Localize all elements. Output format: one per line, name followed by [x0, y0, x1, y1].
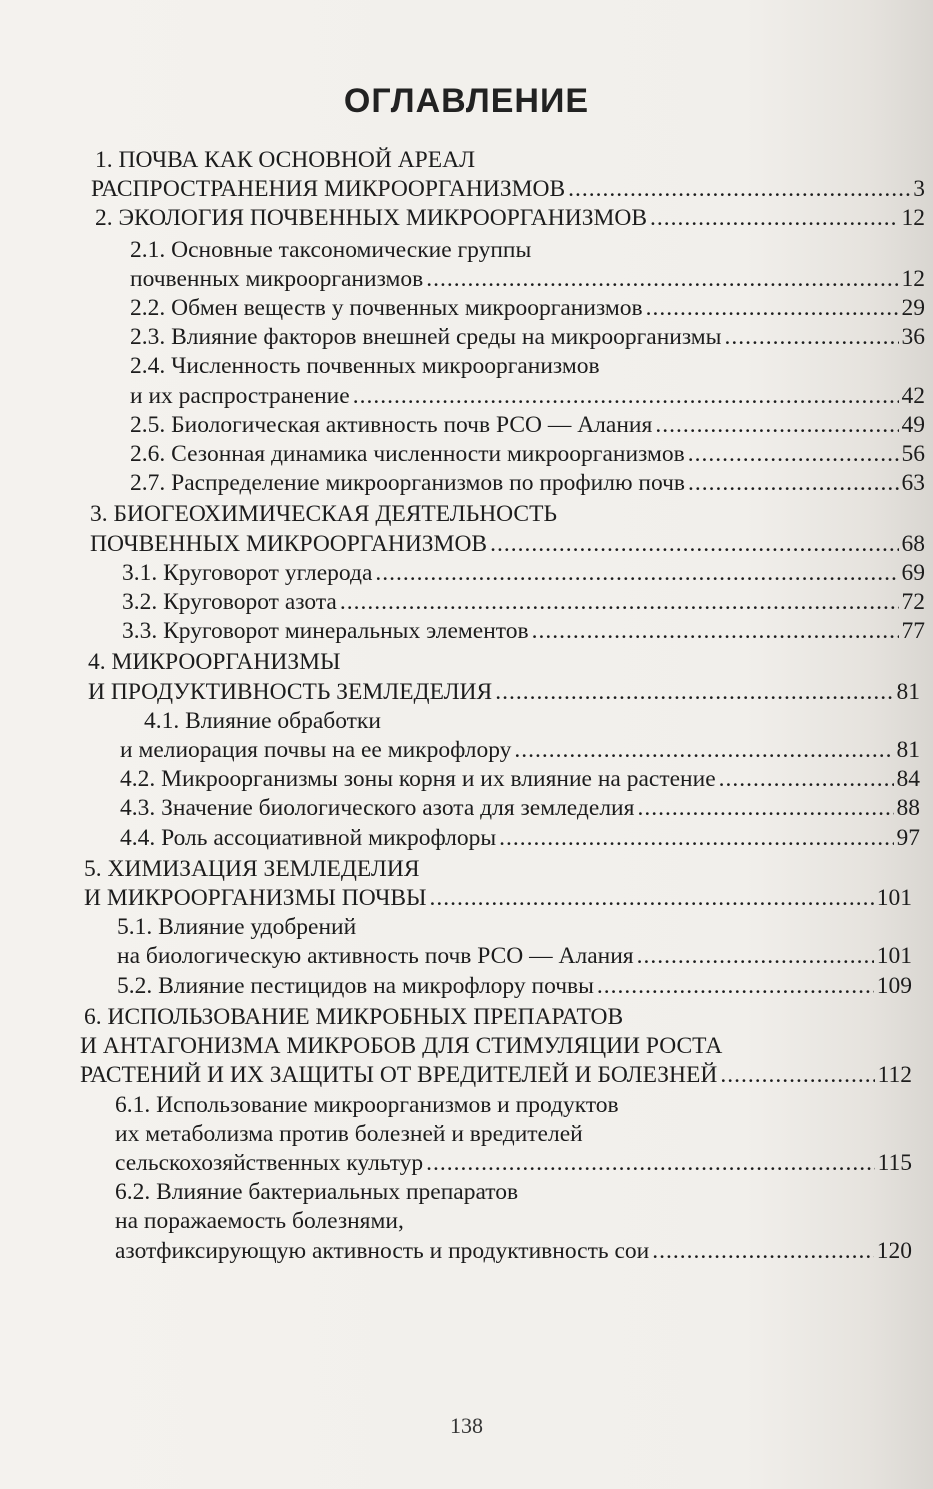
toc-entry-chapter-1	[91, 146, 925, 204]
page-number: 12	[901, 265, 925, 292]
toc-entry-line: их метаболизма против болезней и вредителей	[115, 1120, 583, 1147]
page-number-footer: 138	[450, 1413, 483, 1438]
leader-dots	[426, 265, 898, 294]
toc-entry-line: 2.7. Распределение микроорганизмов по профилю почв	[130, 470, 686, 497]
toc-entry-line: 4.4. Роль ассоциативной микрофлоры	[120, 824, 497, 851]
leader-dots	[375, 559, 898, 588]
toc-entry-line: 2.3. Влияние факторов внешней среды на микроорганизмы	[130, 324, 722, 351]
page-number: 112	[877, 1062, 912, 1089]
page-number: 81	[896, 737, 920, 764]
toc-entry-line: 2. ЭКОЛОГИЯ ПОЧВЕННЫХ МИКРООРГАНИЗМОВ	[95, 205, 648, 232]
page-number: 12	[901, 205, 925, 232]
toc-entry-line: и мелиорация почвы на ее микрофлору	[120, 737, 512, 764]
toc-entry-section-3-1	[122, 559, 925, 588]
toc-entry-section-4-2	[120, 765, 920, 794]
page-number: 97	[896, 824, 920, 851]
toc-entry-line: 3.3. Круговорот минеральных элементов	[122, 618, 529, 645]
leader-dots	[655, 411, 898, 440]
toc-entry-chapter-6	[80, 1003, 912, 1091]
toc-entry-section-5-1	[117, 913, 912, 971]
page-number: 101	[876, 885, 912, 912]
leader-dots	[720, 1061, 874, 1090]
table-of-contents	[0, 142, 933, 1264]
toc-entry-line: 2.4. Численность почвенных микроорганизмов	[130, 353, 600, 380]
toc-entry-line: 3.2. Круговорот азота	[122, 589, 337, 616]
toc-entry-section-2-3	[130, 323, 925, 352]
toc-entry-line: ПОЧВЕННЫХ МИКРООРГАНИЗМОВ	[90, 530, 488, 557]
toc-entry-section-3-2	[122, 588, 925, 617]
toc-entry-line: 6. ИСПОЛЬЗОВАНИЕ МИКРОБНЫХ ПРЕПАРАТОВ	[84, 1003, 624, 1030]
page-number: 56	[901, 441, 925, 468]
leader-dots	[650, 204, 898, 233]
toc-entry-line: 4. МИКРООРГАНИЗМЫ	[88, 649, 341, 676]
toc-entry-chapter-3	[90, 500, 925, 558]
leader-dots	[637, 942, 874, 971]
page-number: 77	[901, 618, 925, 645]
page-number: 29	[901, 295, 925, 322]
page-number: 84	[896, 766, 920, 793]
toc-entry-section-3-3	[122, 617, 925, 646]
leader-dots	[514, 736, 893, 765]
page-number: 109	[876, 972, 912, 999]
page-number: 49	[901, 411, 925, 438]
toc-entry-line: 6.1. Использование микроорганизмов и продуктов	[115, 1091, 619, 1118]
toc-entry-line: 2.6. Сезонная динамика численности микроорганизмов	[130, 441, 685, 468]
toc-entry-line: 2.5. Биологическая активность почв РСО — Алания	[130, 411, 653, 438]
toc-entry-section-2-7	[130, 469, 925, 498]
toc-entry-line: и их распространение	[130, 382, 350, 409]
leader-dots	[637, 794, 893, 823]
toc-entry-line: 3.1. Круговорот углерода	[122, 559, 373, 586]
leader-dots	[719, 765, 894, 794]
toc-entry-line: на биологическую активность почв РСО — Алания	[117, 943, 634, 970]
toc-entry-line: 5.2. Влияние пестицидов на микрофлору почвы	[117, 972, 594, 999]
toc-entry-line: РАСПРОСТРАНЕНИЯ МИКРООРГАНИЗМОВ	[91, 176, 566, 203]
leader-dots	[430, 884, 874, 913]
leader-dots	[568, 175, 910, 204]
toc-entry-line: азотфиксирующую активность и продуктивность сои	[115, 1237, 650, 1264]
toc-entry-line: И МИКРООРГАНИЗМЫ ПОЧВЫ	[84, 885, 427, 912]
toc-entry-section-2-5	[130, 411, 925, 440]
toc-entry-chapter-5	[84, 855, 912, 913]
leader-dots	[495, 678, 893, 707]
toc-entry-line: И ПРОДУКТИВНОСТЬ ЗЕМЛЕДЕЛИЯ	[88, 678, 493, 705]
toc-entry-line: почвенных микроорганизмов	[130, 265, 424, 292]
toc-entry-line: 6.2. Влияние бактериальных препаратов	[115, 1179, 519, 1206]
page-number: 81	[896, 678, 920, 705]
toc-entry-line: сельскохозяйственных культур	[115, 1149, 424, 1176]
toc-entry-section-2-1	[130, 236, 925, 294]
page-number: 36	[901, 324, 925, 351]
leader-dots	[646, 294, 899, 323]
leader-dots	[499, 824, 893, 853]
toc-entry-line: 4.2. Микроорганизмы зоны корня и их влияние на растение	[120, 766, 716, 793]
leader-dots	[426, 1149, 874, 1178]
toc-entry-line: 5.1. Влияние удобрений	[117, 914, 357, 941]
page-number: 42	[901, 382, 925, 409]
toc-entry-line: на поражаемость болезнями,	[115, 1208, 404, 1235]
leader-dots	[490, 530, 898, 559]
page-number: 101	[876, 943, 912, 970]
toc-entry-line: 2.2. Обмен веществ у почвенных микроорганизмов	[130, 295, 643, 322]
page-number: 69	[901, 559, 925, 586]
toc-entry-section-4-3	[120, 794, 920, 823]
toc-entry-line: 3. БИОГЕОХИМИЧЕСКАЯ ДЕЯТЕЛЬНОСТЬ	[90, 501, 557, 528]
leader-dots	[688, 469, 898, 498]
toc-entry-chapter-4	[88, 648, 920, 706]
page-number: 72	[901, 589, 925, 616]
toc-entry-section-6-1	[115, 1091, 912, 1179]
toc-entry-line: РАСТЕНИЙ И ИХ ЗАЩИТЫ ОТ ВРЕДИТЕЛЕЙ И БОЛЕЗНЕЙ	[80, 1062, 718, 1089]
toc-entry-section-2-2	[130, 294, 925, 323]
toc-entry-line: И АНТАГОНИЗМА МИКРОБОВ ДЛЯ СТИМУЛЯЦИИ РОСТА	[80, 1033, 723, 1060]
toc-entry-line: 5. ХИМИЗАЦИЯ ЗЕМЛЕДЕЛИЯ	[84, 855, 420, 882]
toc-entry-line: 4.3. Значение биологического азота для земледелия	[120, 795, 635, 822]
toc-entry-section-5-2	[117, 972, 912, 1001]
toc-entry-section-2-4	[130, 352, 925, 410]
leader-dots	[340, 588, 899, 617]
leader-dots	[353, 382, 899, 411]
page-number: 3	[913, 176, 925, 203]
page-number: 68	[901, 530, 925, 557]
page-number: 120	[876, 1237, 912, 1264]
page-number: 88	[896, 795, 920, 822]
leader-dots	[597, 972, 874, 1001]
toc-entry-section-2-6	[130, 440, 925, 469]
leader-dots	[652, 1237, 874, 1266]
toc-entry-line: 1. ПОЧВА КАК ОСНОВНОЙ АРЕАЛ	[95, 147, 476, 173]
toc-entry-section-6-2	[115, 1178, 912, 1266]
leader-dots	[688, 440, 899, 469]
page-number: 63	[901, 470, 925, 497]
toc-entry-line: 2.1. Основные таксономические группы	[130, 236, 532, 263]
toc-entry-section-4-4	[120, 824, 920, 853]
toc-entry-section-4-1	[120, 707, 920, 765]
leader-dots	[532, 617, 899, 646]
page-number: 115	[877, 1149, 912, 1176]
toc-entry-chapter-2	[95, 204, 925, 233]
toc-entry-line: 4.1. Влияние обработки	[144, 707, 381, 734]
page-heading: ОГЛАВЛЕНИЕ	[343, 82, 590, 120]
leader-dots	[724, 323, 898, 352]
